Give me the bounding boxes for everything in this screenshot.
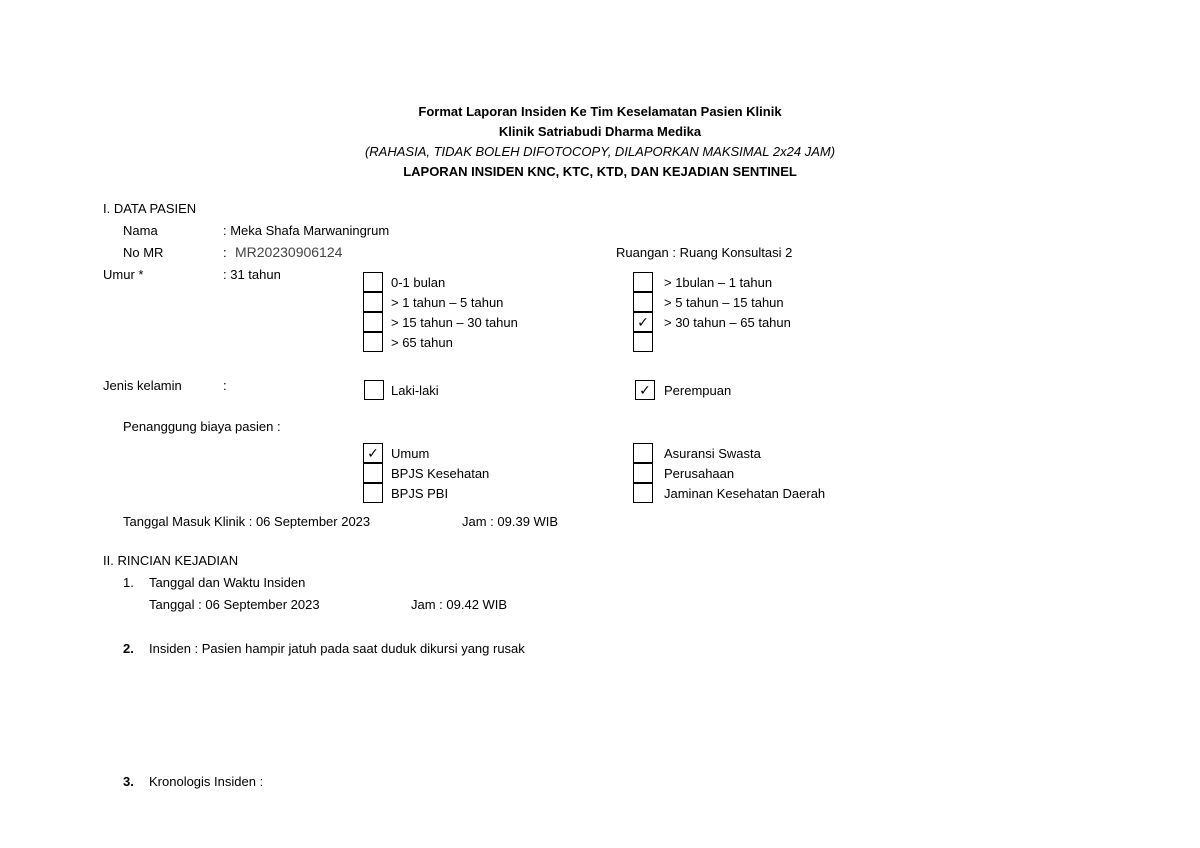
age-checkbox-15-30-tahun[interactable] bbox=[363, 312, 383, 332]
check-mark-icon: ✓ bbox=[639, 382, 651, 398]
incident-time: Jam : 09.42 WIB bbox=[411, 597, 508, 612]
age-option-label: 0-1 bulan bbox=[391, 275, 446, 290]
payer-perusahaan-checkbox[interactable] bbox=[633, 463, 653, 483]
gender-colon: : bbox=[223, 378, 227, 393]
age-checkbox-30-65-tahun[interactable] bbox=[633, 312, 653, 332]
payer-jamkesda-checkbox[interactable] bbox=[633, 483, 653, 503]
nama-value: : Meka Shafa Marwaningrum bbox=[223, 223, 390, 238]
age-option-label: > 5 tahun – 15 tahun bbox=[664, 295, 784, 310]
payer-asuransi-swasta-checkbox[interactable] bbox=[633, 443, 653, 463]
payer-bpjs-pbi-checkbox[interactable] bbox=[363, 483, 383, 503]
item1-title: Tanggal dan Waktu Insiden bbox=[149, 575, 306, 590]
age-checkbox-empty[interactable] bbox=[633, 332, 653, 352]
admission-time: Jam : 09.39 WIB bbox=[462, 514, 559, 529]
item2-number: 2. bbox=[123, 641, 134, 656]
incident-description: Insiden : Pasien hampir jatuh pada saat duduk dikursi yang rusak bbox=[149, 641, 525, 656]
gender-label: Jenis kelamin bbox=[103, 378, 182, 393]
age-option-label: > 1 tahun – 5 tahun bbox=[391, 295, 504, 310]
age-checkbox-1-5-tahun[interactable] bbox=[363, 292, 383, 312]
check-mark-icon: ✓ bbox=[367, 445, 379, 461]
age-checkbox-1bulan-1-tahun[interactable] bbox=[633, 272, 653, 292]
section-data-pasien-heading: I. DATA PASIEN bbox=[103, 201, 197, 216]
report-type: LAPORAN INSIDEN KNC, KTC, KTD, DAN KEJADIAN SENTINEL bbox=[403, 164, 797, 179]
confidential-note: (RAHASIA, TIDAK BOLEH DIFOTOCOPY, DILAPORKAN MAKSIMAL 2x24 JAM) bbox=[364, 144, 836, 159]
gender-female-label: Perempuan bbox=[664, 383, 732, 398]
umur-label: Umur * bbox=[103, 267, 144, 282]
age-checkbox-65-tahun[interactable] bbox=[363, 332, 383, 352]
umur-value: : 31 tahun bbox=[223, 267, 281, 282]
nama-label: Nama bbox=[123, 223, 158, 238]
payer-bpjs-kesehatan-checkbox[interactable] bbox=[363, 463, 383, 483]
item3-number: 3. bbox=[123, 774, 134, 789]
age-checkbox-0-1-bulan[interactable] bbox=[363, 272, 383, 292]
age-option-label: > 15 tahun – 30 tahun bbox=[391, 315, 518, 330]
incident-date: Tanggal : 06 September 2023 bbox=[149, 597, 320, 612]
form-title: Format Laporan Insiden Ke Tim Keselamatan Pasien Klinik bbox=[418, 104, 782, 119]
age-option-label: > 30 tahun – 65 tahun bbox=[664, 315, 791, 330]
payer-option-label: BPJS PBI bbox=[391, 486, 449, 501]
section-rincian-heading: II. RINCIAN KEJADIAN bbox=[103, 553, 239, 568]
payer-option-label: Umum bbox=[391, 446, 430, 461]
ruangan: Ruangan : Ruang Konsultasi 2 bbox=[616, 245, 793, 260]
no-mr-label: No MR bbox=[123, 245, 164, 260]
gender-male-label: Laki-laki bbox=[391, 383, 439, 398]
chronology-label: Kronologis Insiden : bbox=[149, 774, 264, 789]
check-mark-icon: ✓ bbox=[637, 314, 649, 330]
payer-option-label: Asuransi Swasta bbox=[664, 446, 761, 461]
payer-option-label: Perusahaan bbox=[664, 466, 735, 481]
gender-male-checkbox[interactable] bbox=[364, 380, 384, 400]
age-checkbox-5-15-tahun[interactable] bbox=[633, 292, 653, 312]
age-option-label: > 65 tahun bbox=[391, 335, 453, 350]
admission-date: Tanggal Masuk Klinik : 06 September 2023 bbox=[123, 514, 371, 529]
age-option-label: > 1bulan – 1 tahun bbox=[664, 275, 773, 290]
payer-option-label: BPJS Kesehatan bbox=[391, 466, 490, 481]
gender-female-checkbox[interactable] bbox=[635, 380, 655, 400]
no-mr-colon: : bbox=[223, 245, 227, 260]
payer-label: Penanggung biaya pasien : bbox=[123, 419, 281, 434]
payer-umum-checkbox[interactable] bbox=[363, 443, 383, 463]
clinic-name: Klinik Satriabudi Dharma Medika bbox=[498, 124, 702, 139]
item1-number: 1. bbox=[123, 575, 134, 590]
payer-option-label: Jaminan Kesehatan Daerah bbox=[664, 486, 826, 501]
no-mr-value: MR20230906124 bbox=[235, 244, 343, 260]
